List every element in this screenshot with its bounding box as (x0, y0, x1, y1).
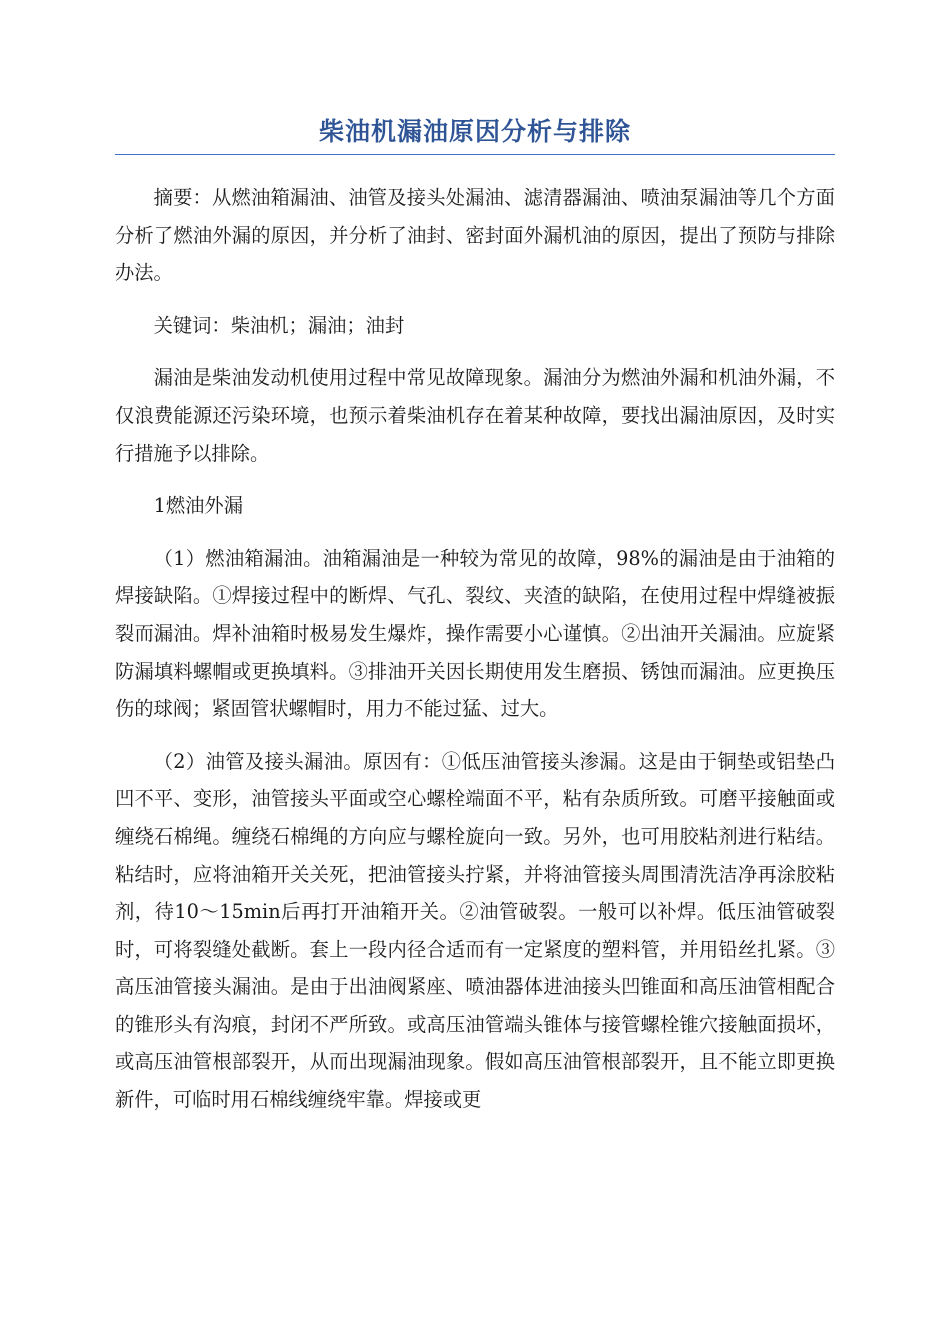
section-heading: 1燃油外漏 (153, 494, 243, 518)
body-paragraph-fuel-pipe: （2）油管及接头漏油。原因有：①低压油管接头渗漏。这是由于铜垫或铝垫凸凹不平、变形，油管接头平面或空心螺栓端面不平，粘有杂质所致。可磨平接触面或缠绕石棉绳。缠绕石棉绳的方向应与螺栓旋向一致。另外，也可用胶粘剂进行粘结。粘结时，应将油箱开关关死，把油管接头拧紧，并将油管接头周围清洗洁净再涂胶粘剂，待10～15min后再打开油箱开关。②油管破裂。一般可以补焊。低压油管破裂时，可将裂缝处截断。套上一段内径合适而有一定紧度的塑料管，并用铅丝扎紧。③高压油管接头漏油。是由于出油阀紧座、喷油器体进油接头凹锥面和高压油管相配合的锥形头有沟痕，封闭不严所致。或高压油管端头锥体与接管螺栓锥穴接触面损坏，或高压油管根部裂开，从而出现漏油现象。假如高压油管根部裂开，且不能立即更换新件，可临时用石棉线缠绕牢靠。焊接或更 (115, 749, 835, 1112)
document-page (115, 112, 835, 1119)
keywords-paragraph: 关键词：柴油机；漏油；油封 (153, 313, 405, 337)
document-title: 柴油机漏油原因分析与排除 (115, 112, 835, 155)
body-paragraph-fuel-tank: （1）燃油箱漏油。油箱漏油是一种较为常见的故障，98%的漏油是由于油箱的焊接缺陷。①焊接过程中的断焊、气孔、裂纹、夹渣的缺陷，在使用过程中焊缝被振裂而漏油。焊补油箱时极易发生爆炸，操作需要小心谨慎。②出油开关漏油。应旋紧防漏填料螺帽或更换填料。③排油开关因长期使用发生磨损、锈蚀而漏油。应更换压伤的球阀；紧固管状螺帽时，用力不能过猛、过大。 (115, 546, 835, 721)
intro-paragraph: 漏油是柴油发动机使用过程中常见故障现象。漏油分为燃油外漏和机油外漏，不仅浪费能源还污染环境，也预示着柴油机存在着某种故障，要找出漏油原因，及时实行措施予以排除。 (115, 366, 835, 465)
abstract-paragraph: 摘要：从燃油箱漏油、油管及接头处漏油、滤清器漏油、喷油泵漏油等几个方面分析了燃油外漏的原因，并分析了油封、密封面外漏机油的原因，提出了预防与排除办法。 (115, 186, 835, 285)
